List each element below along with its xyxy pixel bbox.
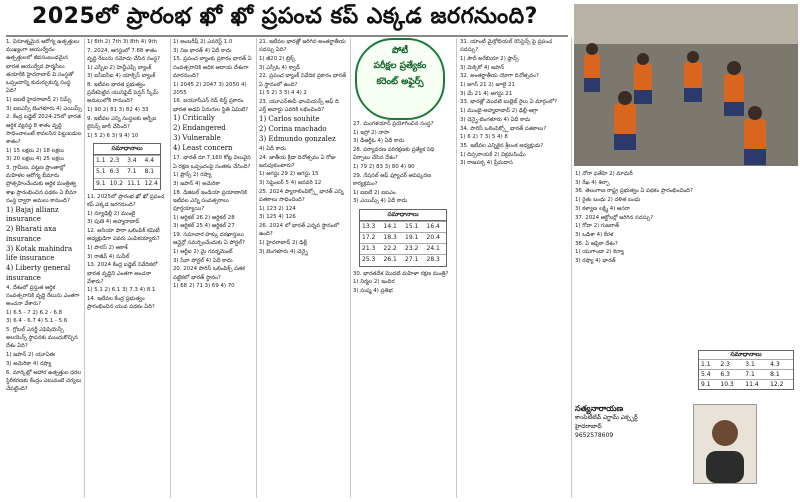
col7-para: 1) యుగాండా 2) కెన్యా (575, 249, 625, 256)
col6-para: 1) దిస్సనాయకే 2) విక్రమసింఘే (460, 151, 526, 158)
col7-para: 1) రైతు బంధు 2) దళిత బంధు (575, 197, 641, 204)
answer-cell: 6.3 (108, 167, 125, 178)
col7-para: 1) గోవా 2) గుజరాత్ (575, 223, 620, 230)
col3-para: 3) ఆర్టికల్ 25 4) ఆర్టికల్ 27 (173, 223, 235, 230)
answer-box (93, 143, 161, 190)
col6-para: 3) మే 21 4) ఆగస్టు 21 (460, 90, 513, 97)
col4-para: 23. యూఎన్ఈపీ ఛాంపియన్స్ ఆఫ్ ది ఎర్త్ అవార్డు ఎవరికి లభించింది? (259, 98, 339, 114)
col4-option-en: 1) Carlos souhite (259, 114, 320, 123)
answer-cell: 24.1 (425, 244, 447, 255)
col1-option-en: 1) Bajaj allianz insurance (6, 205, 59, 224)
col6-para: 1) 6 2) 7 3) 5 4) 8 (460, 134, 508, 141)
column-2 (87, 38, 167, 500)
answer-cell: 7.1 (743, 370, 768, 380)
author-box (575, 404, 689, 482)
col3-para: 1) అంబరీష్ 2) ఎవరెస్ట్ 1.0 (173, 39, 233, 45)
col1-para: 1) 6.5 - 7 2) 6.2 - 6.8 (6, 309, 63, 316)
col4-option-en: 3) Edmundo gonzalez (259, 134, 336, 143)
col4-para: 3) బెంగళూరు 4) చెన్నై (259, 248, 308, 255)
col2-para: 3) పుణె 4) అహ్మదాబాద్ (87, 219, 140, 226)
answer-cell: 2.3 (718, 360, 743, 370)
col1-para: 5. గ్లోబల్ ఎనర్జీ ఎఫిషియెన్సీ అలయెన్స్ స్థాపనకు ముందుకొచ్చిన దేశం ఏది? (6, 327, 78, 350)
answer-box-title: సమాధానాలు (360, 210, 446, 221)
col7-para: 37. 2024 అక్టోబర్లో జరిగిన సదస్సు? (575, 214, 654, 221)
col5-para: 1) ఇస్రో 2) నాసా (353, 129, 390, 136)
answer-cell: 6.3 (718, 370, 743, 380)
col2-para: 1) 5 2) 6 3) 9 4) 10 (87, 132, 139, 139)
author-name: సత్యనారాయణ (575, 404, 624, 413)
answer-cell: 28.3 (425, 255, 447, 266)
answer-cell: 13.3 (360, 221, 382, 232)
answer-table (360, 221, 446, 266)
column-3 (173, 38, 253, 500)
answer-cell: 5.4 (699, 370, 718, 380)
answer-table (699, 359, 793, 389)
col1-para: 1) 15 లక్షలు 2) 18 లక్షలు (6, 147, 64, 154)
answer-cell: 4.3 (768, 360, 793, 370)
col6-para: 31. యాంటీ మైక్రోబియల్ రెసిస్టెన్స్ పై ప్రపంచ సదస్సు? (460, 39, 553, 54)
column-rule (456, 38, 457, 498)
answer-cell: 26.1 (382, 255, 404, 266)
col5-para: 30. భారతదేశ మొదటి మహిళా రక్షణ మంత్రి? (353, 270, 449, 277)
col5-para: 1) నిర్మల 2) ఇందిర (353, 279, 395, 286)
badge-line: పరీక్షల ప్రత్యేకం (373, 61, 427, 71)
col1-option-en: 3) Kotak mahindra life insurance (6, 244, 73, 263)
answer-cell: 25.3 (360, 255, 382, 266)
col2-para: 1) 90 2) 81 3) 82 4) 33 (87, 107, 149, 114)
col2-para: 1) 6th 2) 7th 3) 8th 4) 9th (87, 39, 157, 45)
col2-para: 1) న్యూఢిల్లీ 2) ముంబై (87, 210, 136, 217)
answer-cell: 8.1 (768, 370, 793, 380)
col2-para: 1) 5.1 2) 6.1 3) 7.3 4) 8.1 (87, 287, 156, 294)
col4-para: 1) జీ20 2) బ్రిక్స్ (259, 55, 296, 62)
col5-para: 3) సుష్మ 4) ప్రతిభ (353, 287, 393, 294)
col4-para: 3) 125 4) 126 (259, 214, 296, 221)
col2-para: 1) ఎస్బీఐ 2) హెచ్డీఎఫ్సీ బ్యాంక్ (87, 64, 152, 71)
col1-para: 4. దేశంలో ప్రస్తుత ఆర్థిక సంవత్సరానికి వృద్ధి రేటును ఎంతగా అంచనా వేశారు? (6, 284, 80, 307)
col4-para: 4) ఏదీ కాదు (259, 145, 286, 152)
col4-para: 24. జాతీయ క్రీడా దినోత్సవం ఏ రోజు జరుపుకుంటారు? (259, 154, 336, 169)
col3-para: 1) ఆర్టికల్ 26 2) ఆర్టికల్ 28 (173, 214, 235, 221)
answer-cell: 2.3 (108, 156, 125, 167)
col2-para: 3) ఐసీఐసీఐ 4) యాక్సిస్ బ్యాంక్ (87, 73, 156, 80)
col3-para: 1) 2045 2) 2047 3) 2050 4) 2055 (173, 81, 247, 96)
col5-para: 28. పర్యావరణ పరిరక్షణకు ప్రత్యేక నిధి ఏర్పాటు చేసిన దేశం? (353, 147, 435, 162)
col7-para: 3) ఒడిశా 4) కేరళ (575, 231, 614, 238)
col1-para: 6. మార్కెట్లో ఆహార ఉత్పత్తుల ధరల స్థిరీకరణకు కేంద్రం ఎటువంటి చర్యలు చేపట్టింది? (6, 369, 82, 392)
answer-cell: 12.2 (768, 380, 793, 390)
col2-para: 14. ఇటీవల కేంద్ర ప్రభుత్వం ప్రారంభించిన యువ పథకం ఏది? (87, 296, 155, 311)
answer-cell: 21.3 (360, 244, 382, 255)
author-avatar (693, 404, 757, 484)
col6-para: 32. అంతర్జాతీయ యోగా దినోత్సవం? (460, 73, 539, 80)
col4-para: 26. 2024 లో భారత్ ఎన్నవ స్థానంలో ఉంది? (259, 223, 340, 238)
col3-option-en: 4) Least concern (173, 144, 233, 153)
col7-para: 36. తెలంగాణ రాష్ట్ర ప్రభుత్వం ఏ పథకం ప్రారంభించింది? (575, 188, 693, 195)
answer-cell: 9.1 (699, 380, 718, 390)
col2-para: 13. 2024 కేంద్ర బడ్జెట్ నివేదికలో భారత వృద్ధిని ఎంతగా అంచనా వేశారు? (87, 262, 158, 285)
col4-para: 3) ఎస్సీఓ 4) క్వాడ్ (259, 64, 300, 71)
answer-cell: 12.4 (143, 178, 160, 189)
answer-box (359, 209, 447, 267)
answer-box (698, 350, 794, 390)
headline-divider (6, 35, 568, 37)
col7-para: 38. ఏ ఆఫ్రికా దేశం? (575, 240, 618, 247)
answer-cell: 11.4 (743, 380, 768, 390)
answer-table (94, 155, 160, 189)
answer-cell: 3.4 (125, 156, 142, 167)
col5-para: 29. నేషనల్ ఆఫ్ ఫ్యూచర్ ఆవిష్కరణ కార్యక్రమం? (353, 172, 431, 187)
col2-para: 3) రాజీవ్ 4) సునీల్ (87, 253, 130, 260)
col4-para: 25. 2024 ప్యారాలింపిక్స్లో భారత్ ఎన్ని పతకాలు సాధించింది? (259, 188, 344, 204)
col6-para: 1) ముంబై-అహ్మదాబాద్ 2) ఢిల్లీ-ఆగ్రా (460, 108, 539, 115)
col4-para: 1) 123 2) 124 (259, 205, 296, 212)
column-rule (571, 38, 572, 498)
answer-cell: 4.4 (143, 156, 160, 167)
col3-para: 20. 2024 పారిస్ ఒలింపిక్స్ పతక పట్టికలో భారత్ స్థానం? (173, 266, 245, 281)
col3-para: 18. డిజిటల్ ఇండియా ప్రయాణానికి ఇటీవల ఎన్ని సంవత్సరాలు పూర్తయ్యాయి? (173, 189, 247, 213)
answer-cell: 17.2 (360, 232, 382, 243)
answer-cell: 11.1 (125, 178, 142, 189)
answer-cell: 20.4 (425, 232, 447, 243)
answer-cell: 10.2 (108, 178, 125, 189)
col6-para: 1) జూన్ 21 2) జూలై 21 (460, 82, 515, 89)
col4-para: 22. ప్రపంచ బ్యాంక్ నివేదిక ప్రకారం భారత్ ఏ స్థానంలో ఉంది? (259, 73, 347, 88)
col6-para: 33. భారత్లో మొదటి బుల్లెట్ రైలు ఏ మార్గంలో? (460, 99, 558, 106)
col1-para: 3) అమెరికా 4) రష్యా (6, 360, 52, 367)
answer-cell: 14.1 (382, 221, 404, 232)
col5-para: 3) డీఆర్డీఓ 4) ఏదీ కాదు (353, 138, 405, 145)
col2-para: 11. 2025లో ప్రారంభ ఖో ఖో ప్రపంచ కప్ ఎక్కడ జరగనుంది? (87, 193, 165, 208)
col7-para: 3) రష్యా 4) భారత్ (575, 258, 616, 265)
col7-para: 1) నోరా ఫతేహి 2) మాధురీ (575, 171, 633, 177)
col1-para: 3) 6.4 - 6.7 4) 5.1 - 5.6 (6, 318, 68, 325)
col3-option-en: 2) Endangered (173, 124, 226, 133)
answer-cell: 1.1 (94, 156, 108, 167)
col1-option-en: 4) Liberty general insurance (6, 264, 71, 282)
col6-para: 3) రాజపక్స 4) ప్రేమదాస (460, 160, 513, 167)
col4-para: 1) 5 2) 3 3) 4 4) 2 (259, 90, 307, 97)
answer-box-title: సమాధానాలు (730, 351, 762, 358)
answer-cell: 23.2 (403, 244, 425, 255)
column-rule (350, 38, 351, 498)
col3-para: 1) 68 2) 71 3) 69 4) 70 (173, 283, 235, 290)
col4-para: 21. ఇటీవల భారత్లో జరిగిన అంతర్జాతీయ సదస్సు ఏది? (259, 39, 346, 54)
col2-para: 8. ఇటీవల భారత ప్రభుత్వం ప్రవేశపెట్టిన యునిఫైడ్ పెన్షన్ స్కీమ్ అమలులోకి రానుంది? (87, 82, 159, 105)
col6-para: 1) సౌదీ అరేబియా 2) ఫ్రాన్స్ (460, 55, 519, 62)
answer-box-title: సమాధానాలు (94, 144, 160, 155)
answer-cell: 5.1 (94, 167, 108, 178)
col4-para: 1) హైదరాబాద్ 2) ఢిల్లీ (259, 240, 308, 247)
col2-para: 12. ఆసియా పారా ఒలింపిక్ కమిటీ అధ్యక్షుడిగా ఎవరు ఎంపికయ్యారు? (87, 228, 160, 243)
answer-cell: 19.1 (403, 232, 425, 243)
badge-line: కరెంట్ అఫైర్స్ (376, 77, 424, 87)
answer-cell: 9.1 (94, 178, 108, 189)
col4-para: 3) సెప్టెంబర్ 5 4) జనవరి 12 (259, 180, 322, 187)
col5-para: 1) 79 2) 83 3) 80 4) 90 (353, 164, 415, 171)
answer-cell: 22.2 (382, 244, 404, 255)
column-rule (170, 38, 171, 498)
col3-option-en: 1) Critically (173, 114, 215, 123)
headline: 2025లో ప్రారంభ ఖో ఖో ప్రపంచ కప్ ఎక్కడ జరగనుంది? (32, 4, 538, 29)
col1-para: 3. గ్రామీణ, పట్టణ ప్రాంతాల్లో మహిళల ఆరోగ్య బీమాను ప్రోత్సహించేందుకు ఆర్థిక మంత్రిత్వ శాఖ ప్రారంభించిన పథకం ఏ బీమా సంస్థ ద్వారా అమలు కానుంది? (6, 165, 77, 204)
col4-option-en: 2) Corina machado (259, 124, 327, 133)
col2-para: 1) పారస్ 2) ఆకాశ్ (87, 244, 128, 251)
column-6 (460, 38, 568, 500)
col6-para: 35. ఇటీవల ఎన్నికైన శ్రీలంక అధ్యక్షుడు? (460, 142, 544, 149)
col1-option-en: 2) Bharati axa insurance (6, 225, 57, 243)
col1-para: 1) ఐఐటీ హైదరాబాద్ 2) నిమ్స్ (6, 96, 72, 103)
answer-cell: 1.1 (699, 360, 718, 370)
column-4 (259, 38, 347, 500)
col7-para: 3) కళ్యాణ లక్ష్మి 4) ఆసరా (575, 205, 631, 212)
col3-para: 3) సేవా పోర్టల్ 4) ఏదీ కాదు (173, 257, 233, 264)
col1-para: 1. వినూత్నమైన ఆరోగ్య ఉత్పత్తులు ముఖ్యంగా ఆయుర్వేదం ఉత్పత్తులలో జీవసంబంధమైన భారత ఆయుర్వేద ఫార్మసీలు తయారీకి హైదరాబాద్ వి.సంస్థతో ఒప్పందాన్ని కుదుర్చుకున్న సంస్థ ఏది? (6, 39, 80, 95)
author-phone: 9652578609 (575, 432, 614, 439)
col1-para: 1) జపాన్ 2) యూఏఈ (6, 352, 56, 359)
answer-cell: 7.1 (125, 167, 142, 178)
badge-line: పోటీ (391, 46, 409, 56)
col3-para: 3) నిజ భారత్ 4) ఏదీ కాదు (173, 47, 232, 54)
col5-para: 27. మంగళయాన్ ప్రయోగించిన సంస్థ? (353, 121, 434, 127)
answer-cell: 18.3 (382, 232, 404, 243)
col6-para: 34. పారిస్ ఒలింపిక్స్లో భారత్ పతకాలు? (460, 125, 547, 132)
column-rule (84, 38, 85, 498)
col4-para: 1) ఆగస్టు 29 2) ఆగస్టు 15 (259, 171, 319, 178)
col3-para: 16. ఐయూసీఎన్ రెడ్ లిస్ట్ ప్రకారం భారత అడవి ఏనుగుల స్థితి ఏమిటి? (173, 98, 249, 113)
col2-para: 9. ఇటీవల ఎన్ని సంస్థలకు ఆర్బీఐ లైసెన్స్ జారీ చేసింది? (87, 115, 157, 131)
col6-para: 3) మెక్సికో 4) జపాన్ (460, 64, 505, 71)
column-5 (353, 120, 453, 500)
col5-para: 3) ఎయిమ్స్ 4) ఏదీ కాదు (353, 198, 408, 205)
section-badge (355, 38, 445, 120)
col7-para: 3) రేఖ 4) శిల్పా (575, 179, 610, 186)
col3-para: 1) ఆర్టీఐ 2) మై గవర్నమెంట్ (173, 249, 233, 256)
col1-para: 2. కేంద్ర బడ్జెట్ 2024-25లో భారత ఆర్థిక వ్యవస్థ 8 శాతం వృద్ధి సాధించాలంటే కావలసిన పెట్టుబడుల శాతం? (6, 114, 82, 145)
answer-cell: 27.1 (403, 255, 425, 266)
col3-para: 1) ఫ్రాన్స్ 2) రష్యా (173, 172, 212, 179)
col3-para: 15. ప్రపంచ బ్యాంకు ప్రకారం భారత్ ఏ సంవత్సరానికి అధిక ఆదాయ దేశంగా మారనుంది? (173, 56, 252, 79)
col1-para: 3) 20 లక్షలు 4) 25 లక్షలు (6, 156, 64, 163)
kho-kho-photo (574, 4, 798, 166)
col5-para: 1) ఐఐటీ 2) ఐఐఎం (353, 189, 396, 196)
column-1 (6, 38, 82, 500)
col3-para: 17. భారత్ రూ.7,160 కోట్ల విలువైన ఏ రక్షణ ఒప్పందంపై సంతకం చేసింది? (173, 155, 251, 170)
answer-cell: 3.1 (743, 360, 768, 370)
answer-cell: 15.1 (403, 221, 425, 232)
answer-cell: 16.4 (425, 221, 447, 232)
col6-para: 3) చెన్నై-బెంగళూరు 4) ఏదీ కాదు (460, 116, 531, 123)
col3-option-en: 3) Vulnerable (173, 134, 221, 143)
col1-para: 3) ఐఐఎస్సీ బెంగళూరు 4) ఎయిమ్స్ (6, 105, 82, 112)
col2-para: 7. 2024, ఆగస్టులో 7.88 శాతం వృద్ధి రేటును నమోదు చేసిన సంస్థ? (87, 47, 160, 62)
answer-cell: 10.3 (718, 380, 743, 390)
col3-para: 19. సమాచార హక్కు దరఖాస్తులు ఆన్లైన్లో సమర్పించేందుకు ఏ పోర్టల్? (173, 232, 245, 247)
column-rule (256, 38, 257, 498)
answer-cell: 8.1 (143, 167, 160, 178)
author-title: కాంపిటీటివ్ ఎగ్జామ్ ఎక్స్పర్ట్ (575, 414, 638, 421)
author-place: హైదరాబాద్ (575, 423, 602, 430)
col3-para: 3) జపాన్ 4) అమెరికా (173, 180, 221, 187)
